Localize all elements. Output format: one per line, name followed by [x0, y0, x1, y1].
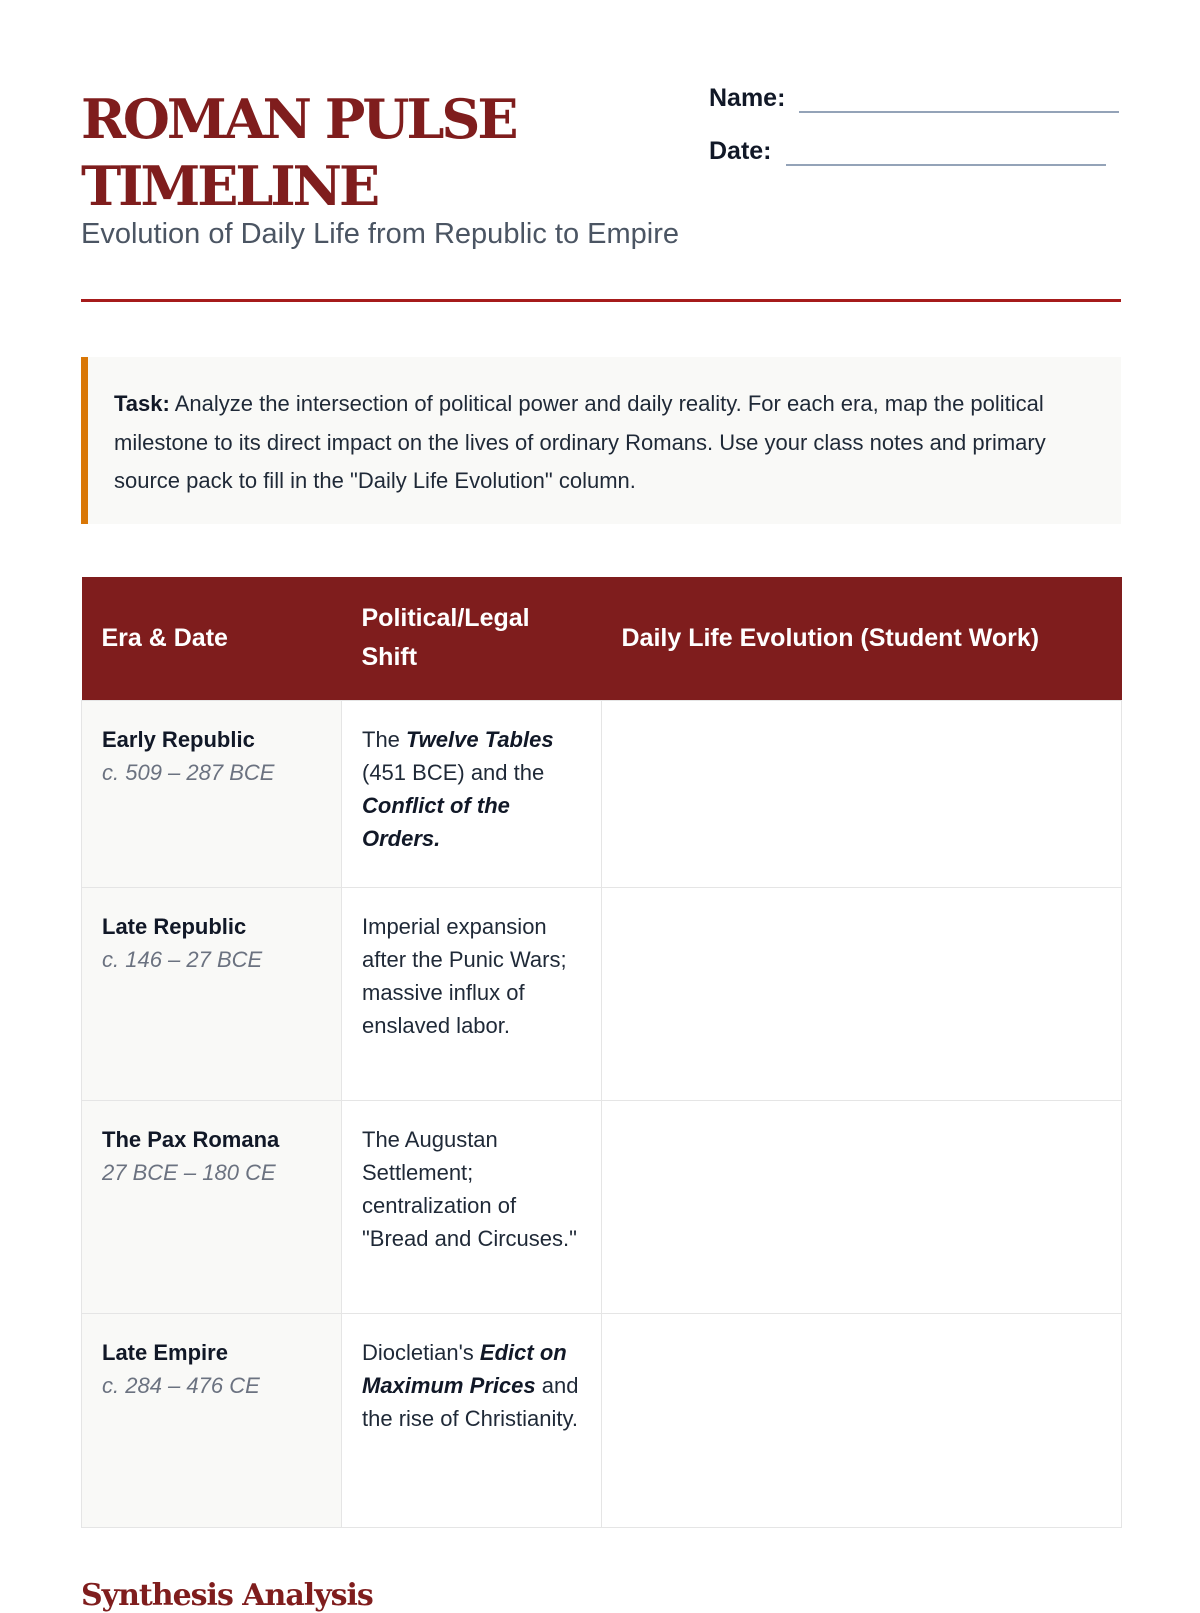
- header-political-shift: Political/Legal Shift: [342, 577, 602, 700]
- era-cell: [82, 1100, 342, 1313]
- shift-emphasis: Conflict of the Orders: [362, 792, 510, 851]
- header: [81, 0, 1121, 300]
- page-title: ROMAN PULSE TIMELINE: [81, 87, 516, 218]
- era-cell: [82, 700, 342, 887]
- shift-cell: [342, 1100, 602, 1313]
- header-era-date: Era & Date: [82, 577, 342, 700]
- synthesis-heading: Synthesis Analysis: [81, 1578, 373, 1613]
- worksheet-page: [81, 0, 1121, 1613]
- timeline-table: [81, 577, 1122, 1528]
- era-cell: [82, 1313, 342, 1527]
- page-subtitle: Evolution of Daily Life from Republic to Empire: [81, 218, 679, 250]
- era-name: Early Republic: [102, 726, 255, 752]
- era-name: The Pax Romana: [102, 1126, 280, 1152]
- shift-text: Diocletian's: [362, 1339, 480, 1365]
- era-date: c. 509 – 287 BCE: [102, 759, 275, 785]
- table-row: [82, 700, 1122, 887]
- date-input-line[interactable]: [786, 138, 1106, 166]
- task-box: [81, 357, 1121, 524]
- student-work-cell[interactable]: [602, 1313, 1122, 1527]
- student-work-cell[interactable]: [602, 887, 1122, 1100]
- student-work-cell[interactable]: [602, 700, 1122, 887]
- shift-cell: [342, 700, 602, 887]
- shift-text: and the rise of Christianity.: [362, 1372, 579, 1431]
- era-name: Late Republic: [102, 913, 247, 939]
- table-row: [82, 1100, 1122, 1313]
- name-label: Name:: [709, 84, 786, 112]
- task-text: Analyze the intersection of political power and daily reality. For each era, map the political milestone to its direct impact on the lives of ordinary Romans. Use your class notes and primary source pack to fill in the "Daily Life Evolution" column.: [114, 391, 1046, 493]
- shift-text: .: [434, 825, 441, 851]
- era-date: c. 146 – 27 BCE: [102, 946, 263, 972]
- shift-cell: [342, 887, 602, 1100]
- task-label: Task:: [114, 391, 170, 416]
- header-daily-life: Daily Life Evolution (Student Work): [602, 577, 1122, 700]
- era-date: 27 BCE – 180 CE: [102, 1159, 276, 1185]
- table-header-row: [82, 577, 1122, 700]
- shift-text: The: [362, 726, 407, 752]
- header-divider: [81, 299, 1121, 302]
- shift-cell: [342, 1313, 602, 1527]
- name-field: [709, 84, 1119, 113]
- student-work-cell[interactable]: [602, 1100, 1122, 1313]
- table-row: [82, 887, 1122, 1100]
- name-input-line[interactable]: [799, 85, 1119, 113]
- shift-emphasis: Twelve Tables: [406, 726, 554, 752]
- date-label: Date:: [709, 137, 772, 165]
- shift-emphasis: Edict on Maximum Prices: [362, 1339, 567, 1398]
- shift-text: (451 BCE) and the: [362, 759, 545, 785]
- era-cell: [82, 887, 342, 1100]
- table-row: [82, 1313, 1122, 1527]
- shift-text: Imperial expansion after the Punic Wars; massive influx of enslaved labor.: [362, 913, 567, 1038]
- era-name: Late Empire: [102, 1339, 228, 1365]
- shift-text: The Augustan Settlement; centralization of "Bread and Circuses.": [362, 1126, 577, 1251]
- era-date: c. 284 – 476 CE: [102, 1372, 260, 1398]
- date-field: [709, 137, 1106, 166]
